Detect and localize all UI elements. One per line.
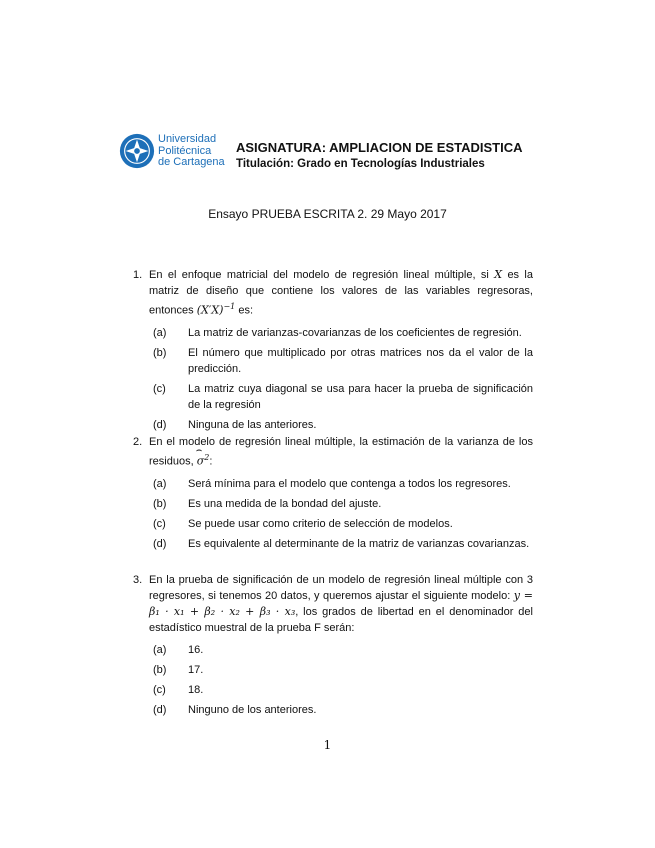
option-a: (a) 16.	[153, 644, 204, 656]
option-a: (a) La matriz de varianzas-covarianzas de los coeficientes de regresión.	[153, 326, 522, 339]
page-number: 1	[323, 738, 332, 752]
option-b: (b) El número que multiplicado por otras matrices nos da el valor de la predicción.	[153, 346, 533, 375]
exam-title: Ensayo PRUEBA ESCRITA 2. 29 Mayo 2017	[208, 207, 447, 221]
options-list	[153, 476, 533, 552]
option-d: (d) Ninguna de las anteriores.	[153, 418, 317, 431]
options-list	[153, 325, 533, 433]
question-number: 1.	[133, 269, 143, 281]
option-a: (a) Será mínima para el modelo que contenga a todos los regresores.	[153, 477, 511, 490]
option-b: (b) 17.	[153, 664, 204, 676]
question-number: 2.	[133, 436, 143, 448]
question-stem: En el enfoque matricial del modelo de regresión lineal múltiple, si X es la matriz de diseño que contiene los valores de las variables regresoras, entonces $(X'X)^{-1}$ es:	[149, 268, 533, 317]
degree-subtitle: Titulación: Grado en Tecnologías Industriales	[236, 158, 485, 170]
option-c: (c) 18.	[153, 684, 204, 696]
university-seal-icon	[118, 132, 156, 170]
document-header	[118, 130, 548, 178]
question-stem: En el modelo de regresión lineal múltiple, la estimación de la varianza de los residuos, ⌢ $\sigma^2$:	[149, 436, 533, 468]
question-3	[133, 572, 533, 722]
question-2	[133, 434, 533, 556]
question-1	[133, 267, 533, 437]
option-d: (d) Es equivalente al determinante de la matriz de varianzas covarianzas.	[153, 537, 530, 550]
option-c: (c) La matriz cuya diagonal se usa para hacer la prueba de significación de la regresión	[153, 382, 533, 411]
options-list	[153, 642, 533, 718]
question-number: 3.	[133, 574, 143, 586]
university-logo-text: Universidad Politécnica de Cartagena	[158, 133, 225, 168]
option-d: (d) Ninguno de los anteriores.	[153, 704, 317, 716]
option-c: (c) Se puede usar como criterio de selección de modelos.	[153, 517, 453, 530]
option-b: (b) Es una medida de la bondad del ajuste.	[153, 497, 382, 510]
question-stem: En la prueba de significación de un modelo de regresión lineal múltiple con 3 regresores, si tenemos 20 datos, y queremos ajustar el siguiente modelo: y = β₁ · x₁ + β₂ · x₂ + β₃ · x₃, los grados de libertad en el denominador del estadístico muestral de la prueba F serán:	[149, 574, 533, 634]
course-title: ASIGNATURA: AMPLIACION DE ESTADISTICA	[236, 140, 523, 155]
